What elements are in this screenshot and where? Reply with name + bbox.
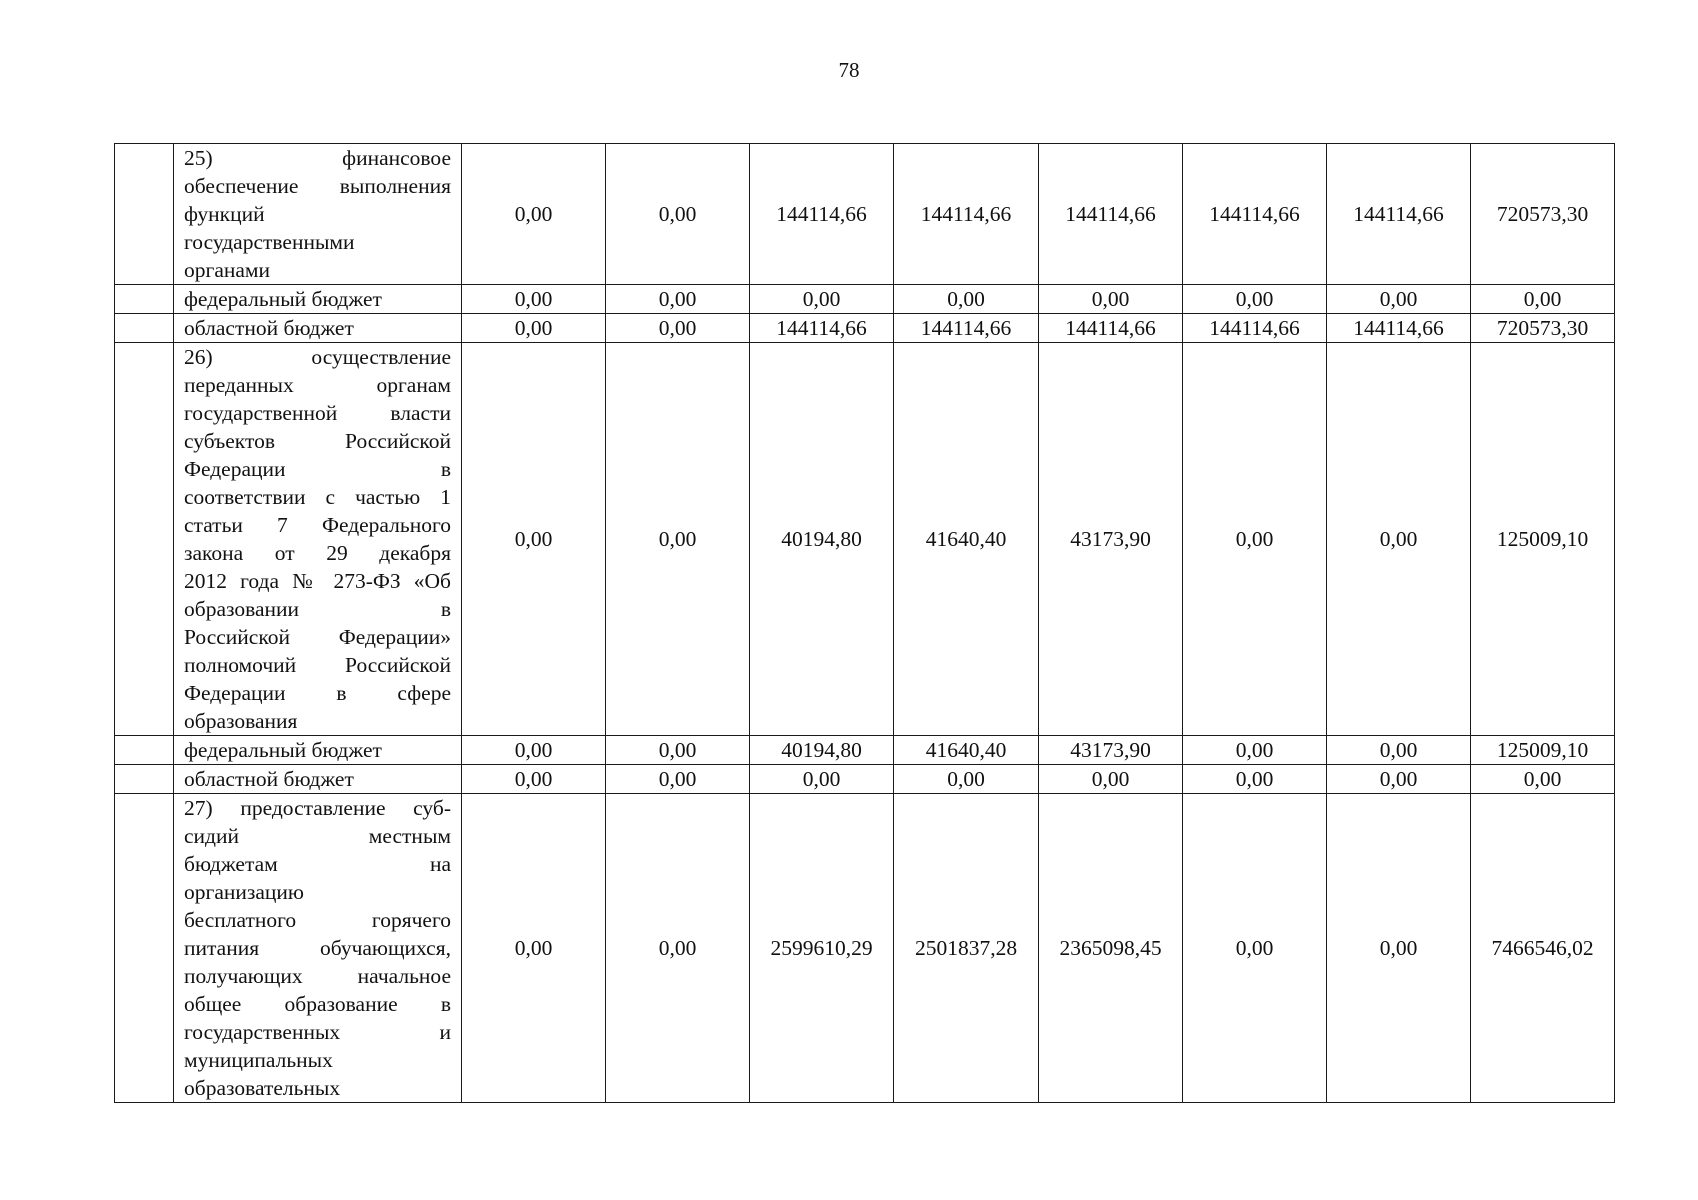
- description-line: закона от 29 декабря: [184, 541, 451, 565]
- value-cell: 0,00: [1183, 765, 1327, 794]
- value-cell: 0,00: [750, 285, 894, 314]
- value-cell: 0,00: [1327, 285, 1471, 314]
- total-value-cell: 720573,30: [1471, 314, 1615, 343]
- value-cell: 0,00: [606, 736, 750, 765]
- description-line: полномочий Российской: [184, 653, 451, 677]
- value-cell: 0,00: [462, 144, 606, 285]
- value-cell: 0,00: [606, 285, 750, 314]
- value-cell: 0,00: [606, 314, 750, 343]
- description-line: Федерации в сфере: [184, 681, 451, 705]
- description-line: государственными: [184, 230, 355, 254]
- value-cell: 0,00: [894, 765, 1039, 794]
- description-line: органами: [184, 258, 271, 282]
- value-cell: 40194,80: [750, 736, 894, 765]
- value-cell: 0,00: [1183, 285, 1327, 314]
- value-cell: 0,00: [606, 343, 750, 736]
- description-line: бесплатного горячего: [184, 908, 451, 932]
- description-line: обеспечение выполнения: [184, 174, 451, 198]
- value-cell: 0,00: [462, 765, 606, 794]
- value-cell: 0,00: [462, 343, 606, 736]
- description-line: организацию: [184, 880, 304, 904]
- description-line: функций: [184, 202, 265, 226]
- total-value-cell: 0,00: [1471, 285, 1615, 314]
- value-cell: 0,00: [462, 736, 606, 765]
- description-line: соответствии с частью 1: [184, 485, 451, 509]
- value-cell: 144114,66: [750, 144, 894, 285]
- budget-table: [114, 143, 1615, 1103]
- value-cell: 144114,66: [1183, 144, 1327, 285]
- row-index-cell: [115, 343, 174, 736]
- row-index-cell: [115, 285, 174, 314]
- value-cell: 144114,66: [1039, 314, 1183, 343]
- description-line: 25) финансовое: [184, 146, 451, 170]
- row-index-cell: [115, 736, 174, 765]
- row-description: [174, 765, 462, 794]
- value-cell: 0,00: [1327, 343, 1471, 736]
- value-cell: 0,00: [1327, 736, 1471, 765]
- value-cell: 43173,90: [1039, 736, 1183, 765]
- value-cell: 0,00: [1039, 285, 1183, 314]
- value-cell: 144114,66: [1327, 314, 1471, 343]
- value-cell: 144114,66: [894, 314, 1039, 343]
- value-cell: 144114,66: [894, 144, 1039, 285]
- total-value-cell: 7466546,02: [1471, 794, 1615, 1103]
- description-line: федеральный бюджет: [184, 737, 382, 762]
- description-line: государственных и: [184, 1020, 451, 1044]
- description-line: сидий местным: [184, 824, 451, 848]
- description-line: 26) осуществление: [184, 345, 451, 369]
- value-cell: 0,00: [606, 144, 750, 285]
- value-cell: 2501837,28: [894, 794, 1039, 1103]
- value-cell: 0,00: [1327, 794, 1471, 1103]
- description-line: получающих начальное: [184, 964, 451, 988]
- value-cell: 0,00: [462, 285, 606, 314]
- row-index-cell: [115, 144, 174, 285]
- value-cell: 0,00: [1183, 736, 1327, 765]
- description-line: субъектов Российской: [184, 429, 451, 453]
- value-cell: 0,00: [1039, 765, 1183, 794]
- table-row: [115, 314, 1615, 343]
- description-line: 2012 года № 273-ФЗ «Об: [184, 569, 451, 593]
- row-description: [174, 144, 462, 285]
- value-cell: 0,00: [1183, 343, 1327, 736]
- row-index-cell: [115, 314, 174, 343]
- row-description: [174, 736, 462, 765]
- description-line: переданных органам: [184, 373, 451, 397]
- total-value-cell: 125009,10: [1471, 343, 1615, 736]
- total-value-cell: 125009,10: [1471, 736, 1615, 765]
- value-cell: 0,00: [606, 794, 750, 1103]
- description-line: областной бюджет: [184, 315, 354, 340]
- value-cell: 0,00: [462, 314, 606, 343]
- description-line: образовательных: [184, 1076, 341, 1100]
- total-value-cell: 720573,30: [1471, 144, 1615, 285]
- value-cell: 2599610,29: [750, 794, 894, 1103]
- table-row: [115, 794, 1615, 1103]
- row-index-cell: [115, 765, 174, 794]
- description-line: общее образование в: [184, 992, 451, 1016]
- description-line: Федерации в: [184, 457, 451, 481]
- row-description: [174, 314, 462, 343]
- value-cell: 0,00: [1183, 794, 1327, 1103]
- value-cell: 0,00: [1327, 765, 1471, 794]
- table-row: [115, 343, 1615, 736]
- value-cell: 2365098,45: [1039, 794, 1183, 1103]
- table-row: [115, 765, 1615, 794]
- value-cell: 0,00: [894, 285, 1039, 314]
- description-line: федеральный бюджет: [184, 286, 382, 311]
- description-line: муниципальных: [184, 1048, 333, 1072]
- value-cell: 0,00: [606, 765, 750, 794]
- table-row: [115, 285, 1615, 314]
- total-value-cell: 0,00: [1471, 765, 1615, 794]
- value-cell: 43173,90: [1039, 343, 1183, 736]
- value-cell: 144114,66: [750, 314, 894, 343]
- description-line: питания обучающихся,: [184, 936, 451, 960]
- value-cell: 41640,40: [894, 343, 1039, 736]
- row-description: [174, 343, 462, 736]
- table-row: [115, 144, 1615, 285]
- page-number: 78: [838, 58, 860, 82]
- description-line: областной бюджет: [184, 766, 354, 791]
- value-cell: 41640,40: [894, 736, 1039, 765]
- description-line: государственной власти: [184, 401, 451, 425]
- value-cell: 0,00: [462, 794, 606, 1103]
- value-cell: 0,00: [750, 765, 894, 794]
- value-cell: 40194,80: [750, 343, 894, 736]
- value-cell: 144114,66: [1327, 144, 1471, 285]
- description-line: бюджетам на: [184, 852, 451, 876]
- table-body: [115, 144, 1615, 1103]
- description-line: 27) предоставление суб-: [184, 796, 451, 820]
- description-line: статьи 7 Федерального: [184, 513, 451, 537]
- description-line: образования: [184, 709, 298, 733]
- row-index-cell: [115, 794, 174, 1103]
- row-description: [174, 285, 462, 314]
- description-line: Российской Федерации»: [184, 625, 451, 649]
- value-cell: 144114,66: [1039, 144, 1183, 285]
- table-row: [115, 736, 1615, 765]
- description-line: образовании в: [184, 597, 451, 621]
- value-cell: 144114,66: [1183, 314, 1327, 343]
- row-description: [174, 794, 462, 1103]
